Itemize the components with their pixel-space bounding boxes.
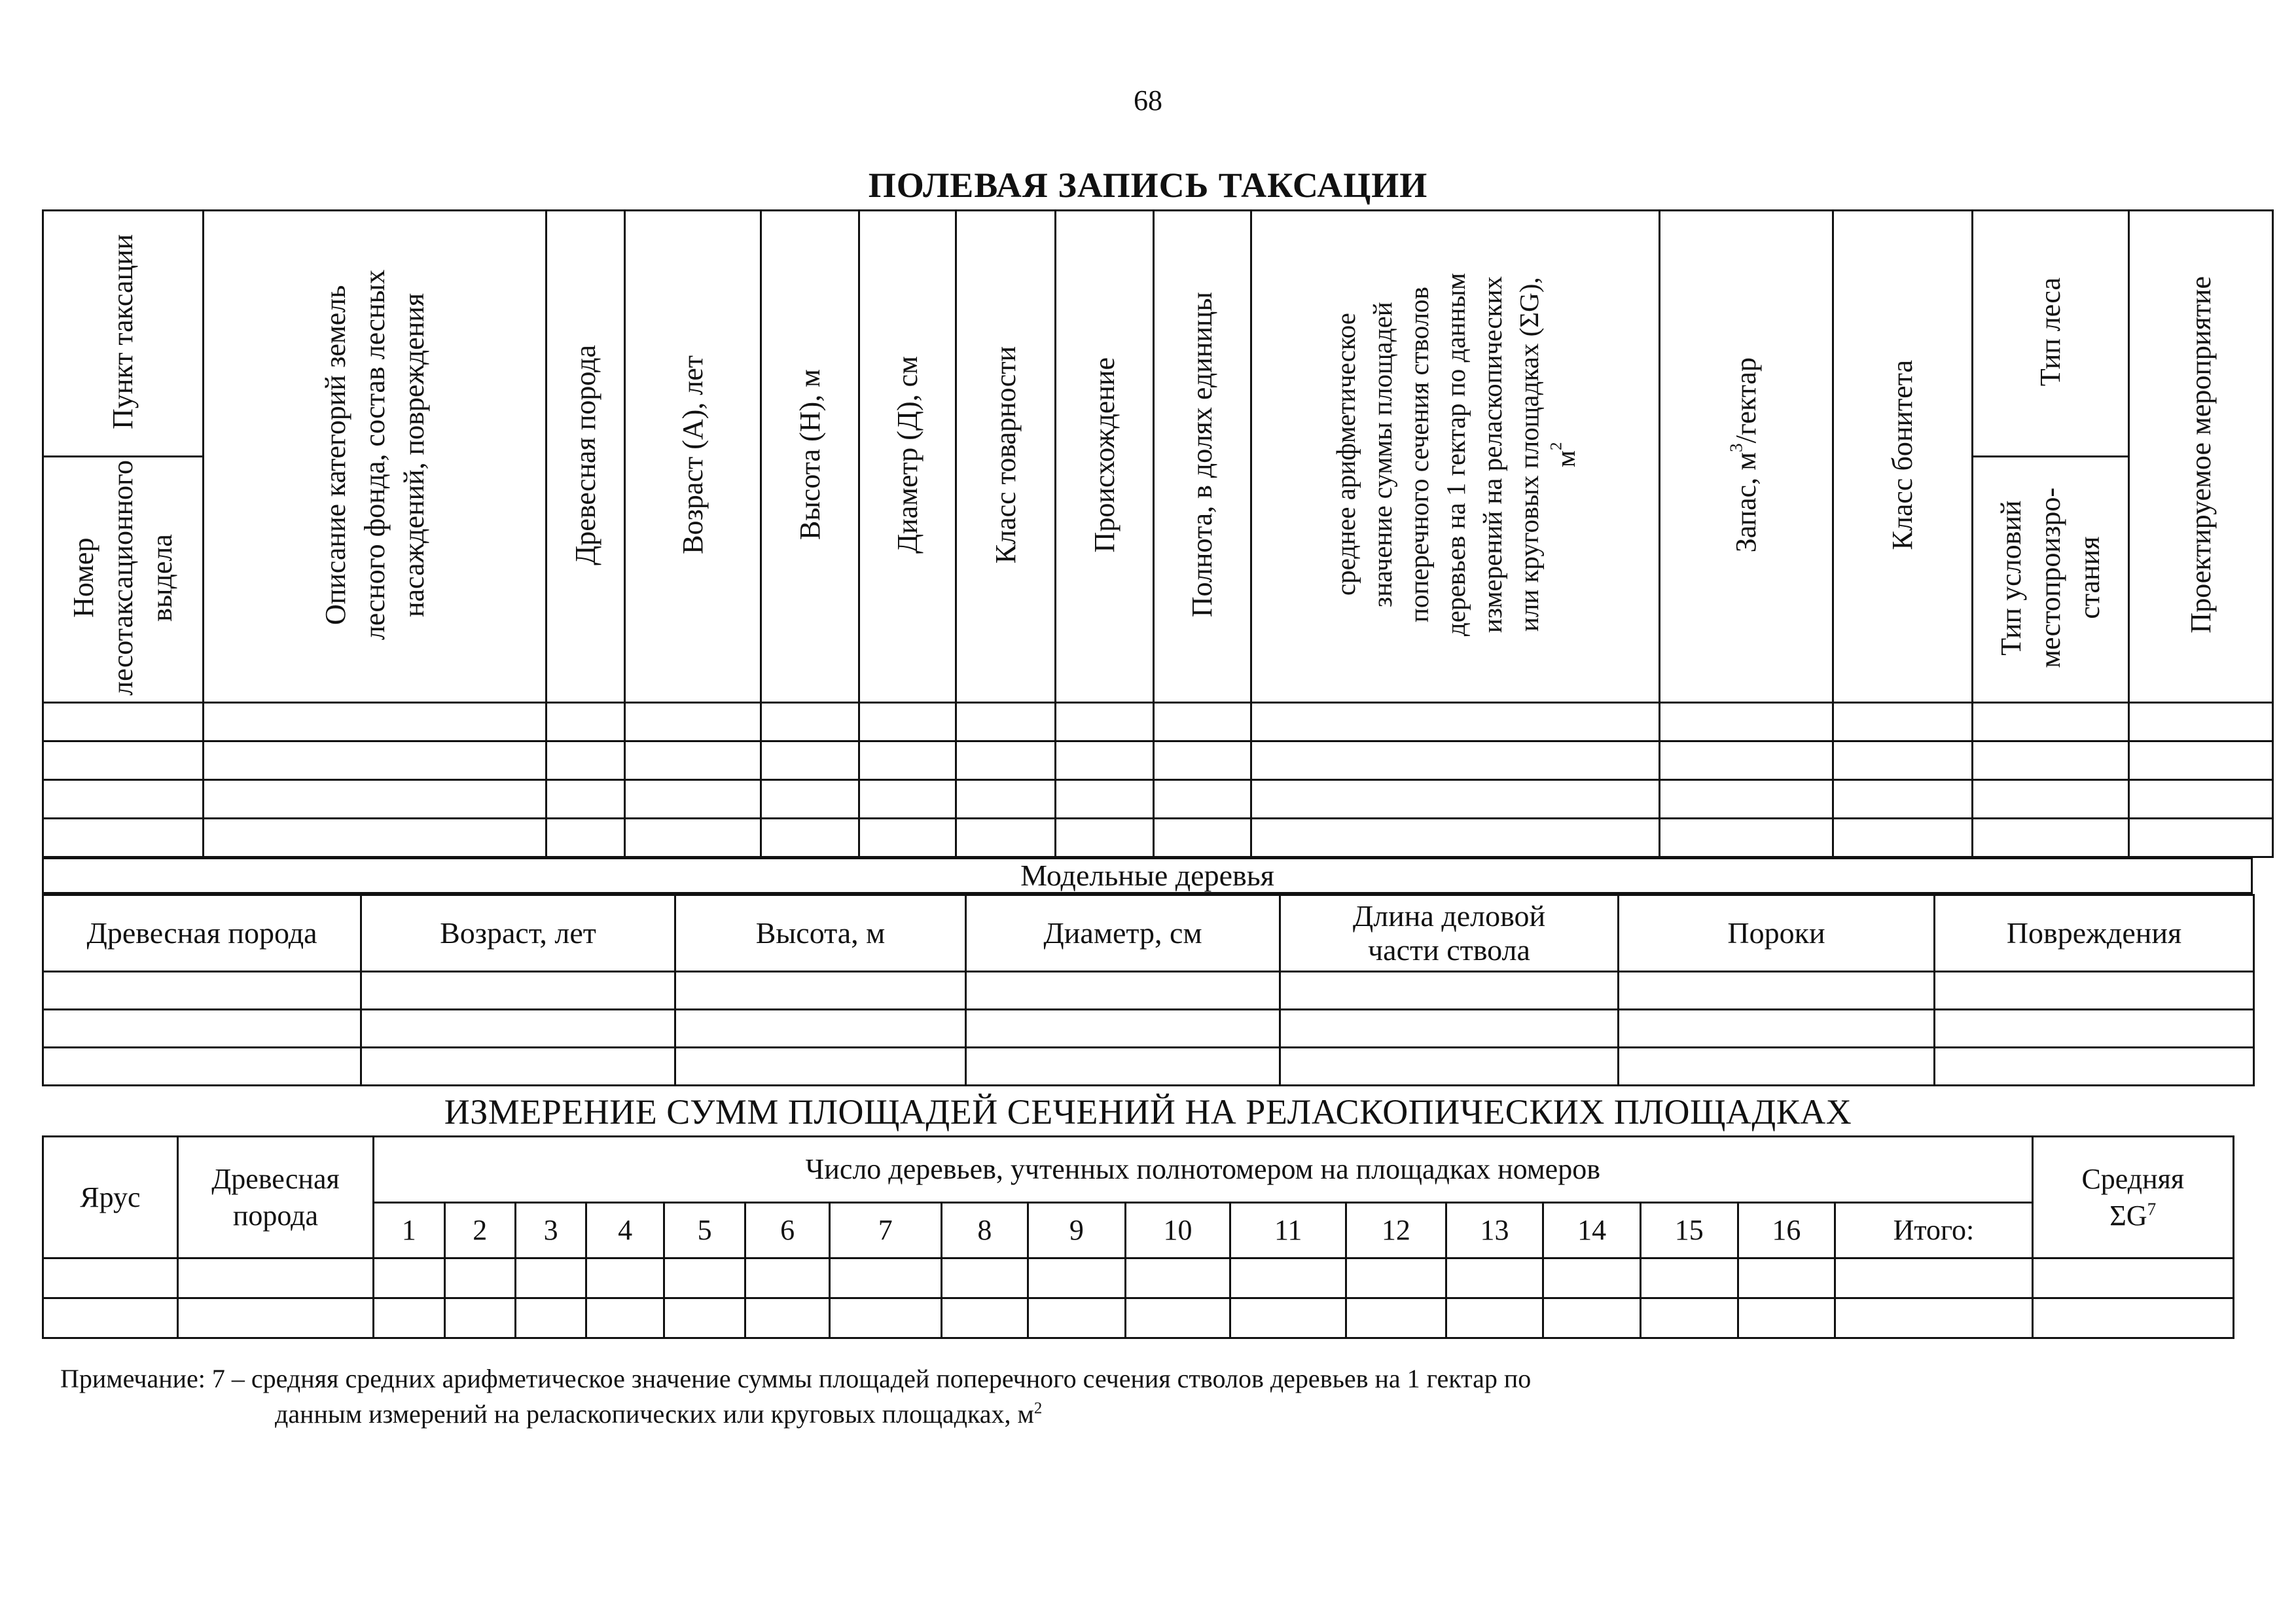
relascope-table xyxy=(42,1135,2234,1339)
model-header-species: Древесная порода xyxy=(43,895,361,972)
taxation-row xyxy=(43,780,2273,819)
header-origin-label: Происхождение xyxy=(1088,357,1121,553)
relascope-header-count: Число деревьев, учтенных полнотомером на площадках номеров xyxy=(374,1137,2033,1203)
header-stock-sup: 3 xyxy=(1726,443,1746,452)
header-age-label: Возраст (А), лет xyxy=(676,355,709,554)
header-description xyxy=(204,211,547,703)
plot-number-10: 10 xyxy=(1125,1203,1230,1258)
header-stock-label: Запас, м xyxy=(1730,452,1762,553)
taxation-row xyxy=(43,741,2273,780)
model-row xyxy=(43,1048,2254,1086)
header-diameter-label: Диаметр (Д), см xyxy=(891,356,924,554)
taxation-row xyxy=(43,819,2273,857)
measurement-title: ИЗМЕРЕНИЕ СУММ ПЛОЩАДЕЙ СЕЧЕНИЙ НА РЕЛАСКОПИЧЕСКИХ ПЛОЩАДКАХ xyxy=(444,1092,1852,1132)
relascope-header-mean-sym: ΣG xyxy=(2109,1199,2147,1232)
relascope-header-mean-label: Средняя xyxy=(2081,1162,2185,1195)
model-header-business-length: Длина деловой части ствола xyxy=(1280,895,1619,972)
model-header-diameter: Диаметр, см xyxy=(966,895,1280,972)
model-header-damage: Повреждения xyxy=(1935,895,2254,972)
header-mean-basal-l5: измерений на реласкопических xyxy=(1477,276,1507,633)
model-trees-table xyxy=(42,894,2255,1086)
plot-number-3: 3 xyxy=(515,1203,586,1258)
relascope-row xyxy=(43,1258,2234,1298)
plot-number-8: 8 xyxy=(941,1203,1028,1258)
relascope-header-total: Итого: xyxy=(1835,1203,2032,1258)
footnote-line-2-sup: 2 xyxy=(1033,1399,1043,1418)
plot-number-13: 13 xyxy=(1446,1203,1543,1258)
header-measure-label: Проектируемое мероприятие xyxy=(2184,276,2217,633)
plot-number-5: 5 xyxy=(664,1203,745,1258)
form-title: ПОЛЕВАЯ ЗАПИСЬ ТАКСАЦИИ xyxy=(868,166,1428,205)
plot-number-9: 9 xyxy=(1028,1203,1126,1258)
model-header-age: Возраст, лет xyxy=(361,895,675,972)
relascope-row xyxy=(43,1298,2234,1338)
header-habitat xyxy=(1973,457,2129,703)
header-height xyxy=(761,211,859,703)
header-species xyxy=(547,211,625,703)
header-subdivision-l3: выдела xyxy=(146,534,178,622)
header-site-class xyxy=(1833,211,1973,703)
header-species-label: Древесная порода xyxy=(569,344,601,565)
plot-number-7: 7 xyxy=(829,1203,941,1258)
relascope-header-species: Древесная порода xyxy=(177,1137,373,1258)
model-trees-title: Модельные деревья xyxy=(42,857,2253,894)
header-height-label: Высота (Н), м xyxy=(793,369,826,541)
header-mean-basal-l6: или круговых площадках (ΣG), xyxy=(1513,277,1544,632)
header-description-l1: Описание категорий земель xyxy=(319,285,351,625)
header-mean-basal-l7: м xyxy=(1550,450,1581,468)
header-mean-basal xyxy=(1251,211,1660,703)
header-stock-tail: /гектар xyxy=(1730,357,1762,444)
header-forest-type xyxy=(1973,211,2129,457)
header-density xyxy=(1154,211,1251,703)
header-origin xyxy=(1056,211,1154,703)
relascope-header-mean xyxy=(2032,1137,2233,1258)
header-measure xyxy=(2129,211,2273,703)
header-commodity xyxy=(956,211,1056,703)
plot-number-1: 1 xyxy=(374,1203,444,1258)
header-point xyxy=(43,211,204,457)
model-row xyxy=(43,1010,2254,1048)
plot-number-12: 12 xyxy=(1346,1203,1446,1258)
header-mean-basal-sup: 2 xyxy=(1546,442,1565,451)
header-mean-basal-l4: деревьев на 1 гектар по данным xyxy=(1440,273,1471,637)
header-description-l3: насаждений, повреждения xyxy=(397,293,430,617)
header-subdivision xyxy=(43,457,204,703)
header-mean-basal-l2: значение суммы площадей xyxy=(1367,302,1397,608)
plot-number-16: 16 xyxy=(1738,1203,1835,1258)
header-site-class-label: Класс бонитета xyxy=(1886,359,1918,550)
plot-number-14: 14 xyxy=(1543,1203,1641,1258)
header-subdivision-l1: Номер xyxy=(67,537,99,618)
plot-number-15: 15 xyxy=(1640,1203,1738,1258)
header-density-label: Полнота, в долях единицы xyxy=(1186,292,1218,618)
model-row xyxy=(43,972,2254,1010)
relascope-header-mean-sup: 7 xyxy=(2147,1198,2157,1219)
taxation-table xyxy=(42,209,2274,858)
header-mean-basal-l3: поперечного сечения стволов xyxy=(1403,287,1434,623)
page-number: 68 xyxy=(1134,84,1162,116)
model-header-height: Высота, м xyxy=(675,895,966,972)
header-subdivision-l2: лесотаксационного xyxy=(107,460,139,696)
header-diameter xyxy=(859,211,956,703)
footnote-line-1: Примечание: 7 – средняя средних арифметическое значение суммы площадей поперечного сечения стволов деревьев на 1 гектар по xyxy=(60,1364,1532,1393)
header-description-l2: лесного фонда, состав лесных xyxy=(358,269,391,641)
model-header-defects: Пороки xyxy=(1619,895,1935,972)
header-age xyxy=(625,211,761,703)
plot-number-4: 4 xyxy=(586,1203,664,1258)
footnote xyxy=(60,1361,1958,1432)
header-stock xyxy=(1660,211,1833,703)
plot-number-11: 11 xyxy=(1230,1203,1346,1258)
header-commodity-label: Класс товарности xyxy=(989,346,1022,564)
plot-number-6: 6 xyxy=(745,1203,830,1258)
plot-number-2: 2 xyxy=(444,1203,515,1258)
header-mean-basal-l1: среднее арифметическое xyxy=(1330,313,1361,597)
relascope-header-tier: Ярус xyxy=(43,1137,178,1258)
header-habitat-l1: Тип условий xyxy=(1995,500,2027,656)
header-habitat-l3: стания xyxy=(2073,536,2106,620)
header-forest-type-label: Тип леса xyxy=(2034,277,2066,387)
footnote-line-2: данным измерений на реласкопических или круговых площадках, м xyxy=(275,1399,1034,1429)
header-habitat-l2: местопроизро- xyxy=(2034,488,2066,668)
taxation-row xyxy=(43,703,2273,741)
header-point-label: Пункт таксации xyxy=(107,234,139,430)
